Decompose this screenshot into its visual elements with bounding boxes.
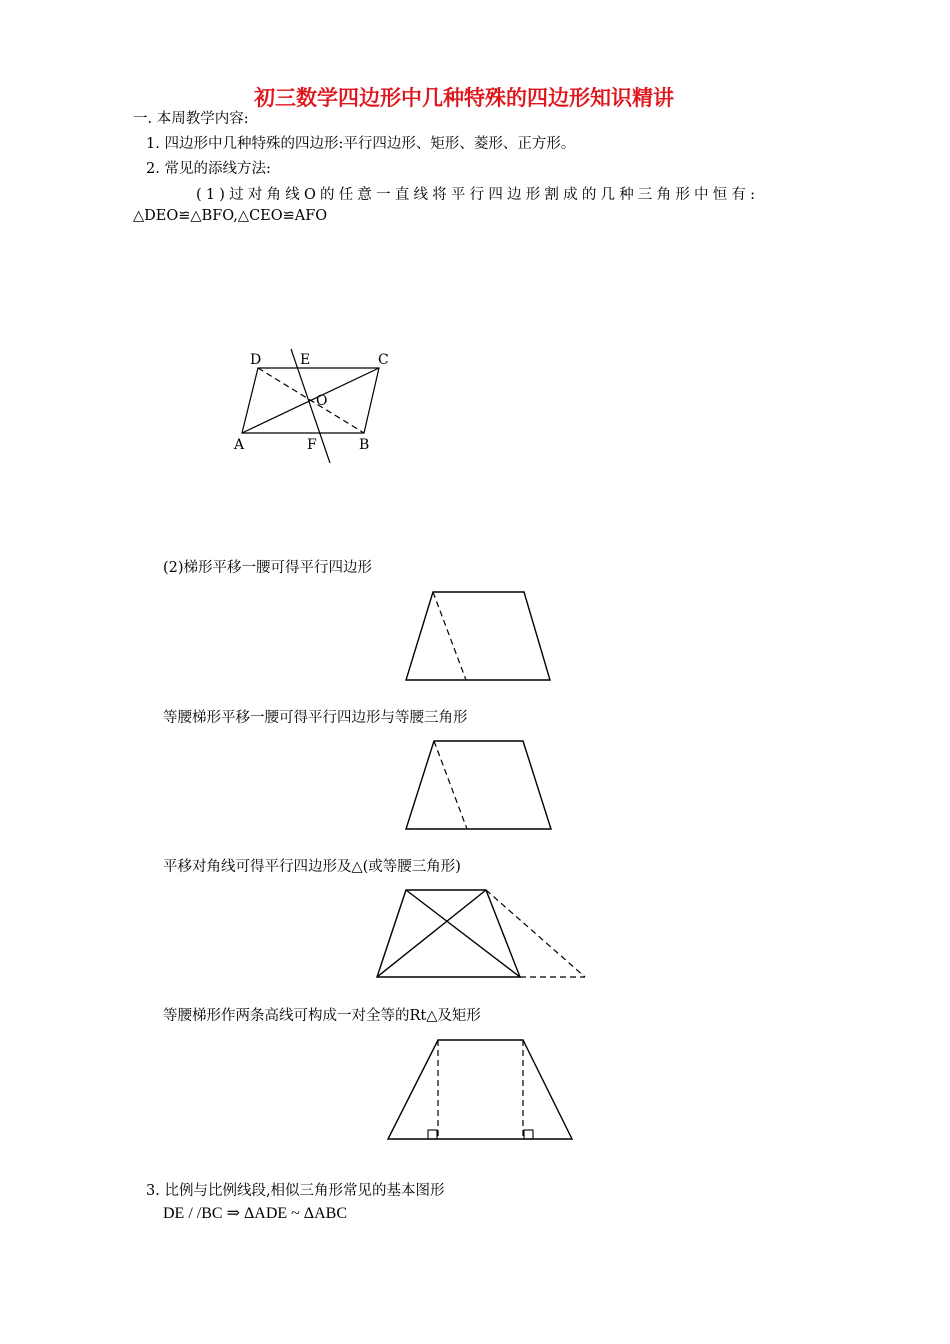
page-title: 初三数学四边形中几种特殊的四边形知识精讲 — [254, 85, 674, 110]
similarity-formula: DE / /BC ⇒ ΔADE ~ ΔABC — [163, 1205, 347, 1222]
right-angle-mark-right — [524, 1130, 533, 1139]
method-3-text: 等腰梯形平移一腰可得平行四边形与等腰三角形 — [163, 710, 468, 726]
right-angle-mark-left — [428, 1130, 437, 1139]
method-1-congruence: △DEO≌△BFO,△CEO≌AFO — [133, 208, 328, 224]
method-5-text: 等腰梯形作两条高线可构成一对全等的Rt△及矩形 — [163, 1008, 481, 1024]
label-b: B — [359, 437, 370, 453]
list-item-3: 3. 比例与比例线段,相似三角形常见的基本图形 — [146, 1183, 445, 1199]
method-1-text: (1)过对角线O的任意一直线将平行四边形割成的几种三角形中恒有: — [196, 187, 760, 203]
method-2-text: (2)梯形平移一腰可得平行四边形 — [163, 560, 373, 576]
section-heading: 一. 本周教学内容: — [133, 111, 249, 127]
label-d: D — [250, 352, 262, 368]
label-a: A — [234, 437, 245, 453]
list-item-2: 2. 常见的添线方法: — [146, 161, 271, 177]
label-e: E — [300, 352, 311, 368]
list-item-1: 1. 四边形中几种特殊的四边形:平行四边形、矩形、菱形、正方形。 — [146, 136, 576, 152]
label-c: C — [378, 352, 389, 368]
label-f: F — [307, 437, 317, 453]
label-o: O — [316, 393, 328, 409]
method-4-text: 平移对角线可得平行四边形及△(或等腰三角形) — [163, 859, 461, 875]
